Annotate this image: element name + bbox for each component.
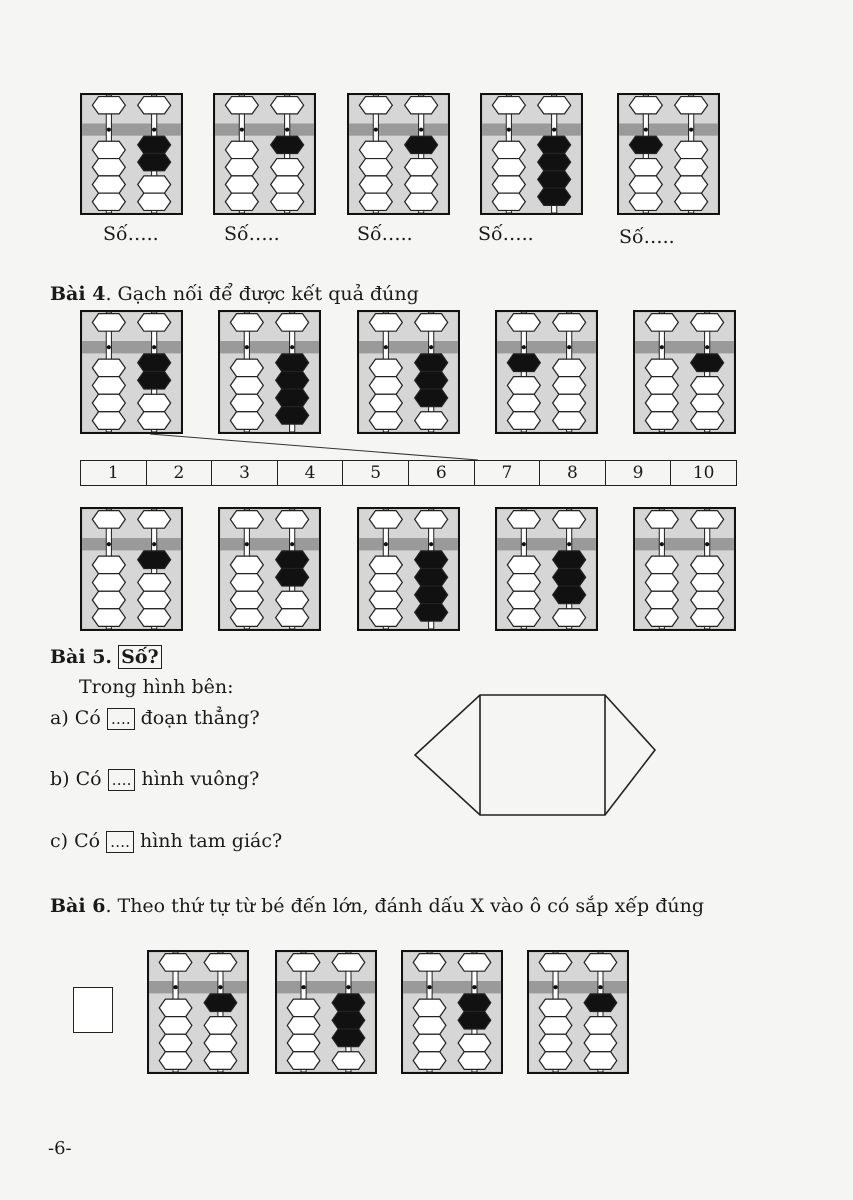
earth-bead (691, 591, 724, 609)
earth-bead (230, 556, 263, 574)
question-b: b) Có …. hình vuông? (50, 768, 260, 790)
earth-bead (204, 1017, 237, 1035)
earth-bead (138, 609, 171, 627)
earth-bead (553, 609, 586, 627)
earth-bead (276, 591, 309, 609)
earth-bead (92, 574, 125, 592)
abacus (495, 507, 598, 631)
earth-bead (287, 1017, 320, 1035)
heaven-bead (287, 954, 320, 972)
earth-bead (332, 994, 365, 1012)
earth-bead (92, 591, 125, 609)
number-cell[interactable]: 7 (475, 461, 541, 485)
abacus (275, 950, 377, 1074)
abacus-drawing (357, 507, 460, 631)
earth-bead (276, 551, 309, 569)
earth-bead (458, 994, 491, 1012)
page-number: -6- (48, 1138, 72, 1159)
earth-bead (204, 994, 237, 1012)
earth-bead (369, 609, 402, 627)
exercise-5-intro: Trong hình bên: (79, 676, 234, 698)
earth-bead (230, 591, 263, 609)
number-cell[interactable]: 5 (343, 461, 409, 485)
geometry-figure (410, 690, 660, 820)
earth-bead (691, 574, 724, 592)
heaven-bead (332, 954, 365, 972)
question-a: a) Có …. đoạn thẳng? (50, 707, 260, 729)
number-label: Số….. (224, 223, 280, 245)
checkbox[interactable] (73, 987, 113, 1033)
earth-bead (159, 999, 192, 1017)
earth-bead (507, 556, 540, 574)
number-label: Số….. (357, 223, 413, 245)
heaven-bead (507, 511, 540, 529)
abacus (401, 950, 503, 1074)
heaven-bead (138, 511, 171, 529)
earth-bead (287, 999, 320, 1017)
heaven-bead (159, 954, 192, 972)
abacus-drawing (495, 507, 598, 631)
heaven-bead (584, 954, 617, 972)
earth-bead (138, 574, 171, 592)
earth-bead (645, 556, 678, 574)
abacus (357, 507, 460, 631)
heaven-bead (539, 954, 572, 972)
heaven-bead (204, 954, 237, 972)
earth-bead (204, 1052, 237, 1070)
abacus-drawing (80, 507, 183, 631)
earth-bead (584, 1034, 617, 1052)
earth-bead (539, 1017, 572, 1035)
earth-bead (584, 1052, 617, 1070)
exercise-4-title: Bài 4. Gạch nối để được kết quả đúng (50, 283, 419, 305)
heaven-bead (458, 954, 491, 972)
earth-bead (204, 1034, 237, 1052)
earth-bead (369, 591, 402, 609)
heaven-bead (553, 511, 586, 529)
exercise-5-title: Bài 5. Số? (50, 645, 162, 669)
heaven-bead (645, 511, 678, 529)
earth-bead (332, 1052, 365, 1070)
earth-bead (369, 556, 402, 574)
earth-bead (539, 999, 572, 1017)
earth-bead (276, 609, 309, 627)
abacus-drawing (401, 950, 503, 1074)
earth-bead (332, 1011, 365, 1029)
question-c: c) Có …. hình tam giác? (50, 830, 283, 852)
number-cell[interactable]: 2 (147, 461, 213, 485)
heaven-bead (413, 954, 446, 972)
abacus-drawing (275, 950, 377, 1074)
answer-box[interactable]: …. (106, 831, 134, 853)
earth-bead (553, 568, 586, 586)
answer-box[interactable]: …. (107, 708, 135, 730)
number-label: Số….. (478, 223, 534, 245)
earth-bead (539, 1052, 572, 1070)
number-cell[interactable]: 1 (81, 461, 147, 485)
earth-bead (415, 568, 448, 586)
earth-bead (507, 609, 540, 627)
earth-bead (415, 604, 448, 622)
earth-bead (138, 551, 171, 569)
heaven-bead (230, 511, 263, 529)
earth-bead (645, 574, 678, 592)
earth-bead (159, 1052, 192, 1070)
number-cell[interactable]: 6 (409, 461, 475, 485)
abacus-drawing (633, 507, 736, 631)
abacus (527, 950, 629, 1074)
earth-bead (415, 586, 448, 604)
earth-bead (691, 556, 724, 574)
heaven-bead (92, 511, 125, 529)
earth-bead (413, 999, 446, 1017)
heaven-bead (276, 511, 309, 529)
earth-bead (369, 574, 402, 592)
answer-box[interactable]: …. (108, 769, 136, 791)
number-label: Số….. (103, 223, 159, 245)
earth-bead (332, 1029, 365, 1047)
earth-bead (553, 551, 586, 569)
abacus (147, 950, 249, 1074)
earth-bead (413, 1052, 446, 1070)
earth-bead (584, 994, 617, 1012)
earth-bead (458, 1011, 491, 1029)
abacus-drawing (218, 507, 321, 631)
earth-bead (230, 609, 263, 627)
earth-bead (458, 1034, 491, 1052)
earth-bead (92, 609, 125, 627)
abacus-drawing (147, 950, 249, 1074)
earth-bead (287, 1052, 320, 1070)
earth-bead (92, 556, 125, 574)
abacus-drawing (527, 950, 629, 1074)
earth-bead (553, 586, 586, 604)
earth-bead (539, 1034, 572, 1052)
heaven-bead (369, 511, 402, 529)
abacus (80, 507, 183, 631)
number-cell[interactable]: 3 (212, 461, 278, 485)
earth-bead (138, 591, 171, 609)
exercise-6-title: Bài 6. Theo thứ tự từ bé đến lớn, đánh dấu X vào ô có sắp xếp đúng (50, 895, 705, 917)
earth-bead (287, 1034, 320, 1052)
earth-bead (584, 1017, 617, 1035)
earth-bead (458, 1052, 491, 1070)
abacus (633, 507, 736, 631)
number-cell[interactable]: 8 (540, 461, 606, 485)
earth-bead (276, 568, 309, 586)
earth-bead (507, 591, 540, 609)
abacus (218, 507, 321, 631)
number-label: Số….. (619, 226, 675, 248)
earth-bead (645, 609, 678, 627)
heaven-bead (691, 511, 724, 529)
earth-bead (507, 574, 540, 592)
earth-bead (415, 551, 448, 569)
earth-bead (413, 1034, 446, 1052)
earth-bead (230, 574, 263, 592)
earth-bead (413, 1017, 446, 1035)
number-cell[interactable]: 4 (278, 461, 344, 485)
earth-bead (159, 1034, 192, 1052)
number-line (80, 460, 737, 486)
heaven-bead (415, 511, 448, 529)
number-cell[interactable]: 9 (606, 461, 672, 485)
earth-bead (159, 1017, 192, 1035)
earth-bead (691, 609, 724, 627)
earth-bead (645, 591, 678, 609)
number-cell[interactable]: 10 (692, 463, 715, 483)
